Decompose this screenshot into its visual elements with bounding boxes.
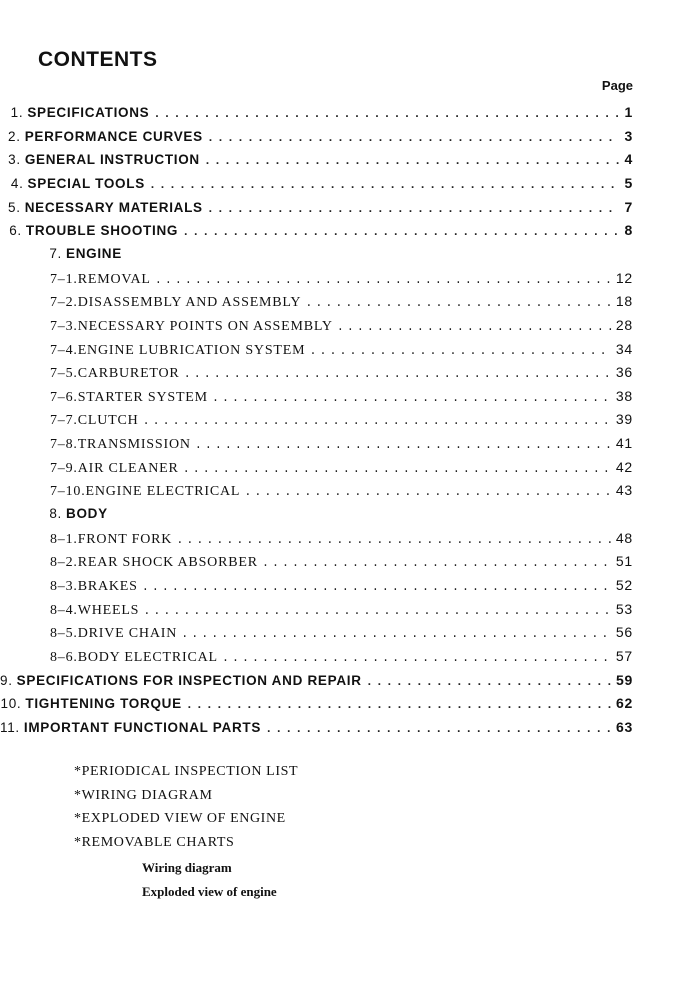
toc-entry-label: WHEELS [77,602,140,618]
dot-leader [222,651,612,665]
toc-entry [0,719,695,741]
dot-leader [182,225,618,239]
toc-entry-page-number: 36 [615,364,633,381]
toc-entry-page-number: 59 [616,671,633,688]
toc-entry-page-number: 56 [615,624,633,641]
toc-entry [0,553,695,575]
dot-leader [366,675,612,689]
toc-entry-page-number: 5 [624,174,634,191]
toc-entry-label: NECESSARY POINTS ON ASSEMBLY [77,318,333,334]
toc-entry [0,530,695,552]
toc-entry-number: 8–2. [50,555,78,571]
toc-entry-number: 8–5. [50,626,78,642]
dot-leader [142,580,612,594]
toc-entry [0,577,695,599]
dot-leader [309,344,611,358]
dot-leader [176,533,612,547]
dot-leader [244,485,612,499]
toc-entry-page-number: 4 [624,151,633,168]
removable-chart-item: Exploded view of engine [142,883,277,899]
toc-entry [0,411,695,433]
toc-entry-number: 4. [10,175,24,191]
toc-entry [0,104,695,126]
toc-entry-number: 11. [0,719,20,735]
toc-entry-page-number: 3 [624,127,633,144]
toc-entry-number: 8–4. [50,602,78,618]
toc-entry-label: ENGINE ELECTRICAL [85,484,241,500]
toc-entry [0,317,695,339]
toc-entry [0,199,695,221]
toc-entry-number: 5. [8,199,21,215]
toc-entry-page-number: 39 [615,411,633,428]
toc-entry [0,175,695,197]
dot-leader [149,178,618,192]
toc-entry-number: 8. [49,506,62,522]
toc-entry [0,270,695,292]
dot-leader [207,202,619,216]
toc-entry [0,624,695,646]
toc-entry-label: SPECIFICATIONS [27,105,150,120]
toc-entry [0,648,695,670]
toc-entry-label: TIGHTENING TORQUE [25,696,182,712]
dot-leader [143,604,612,618]
toc-entry-page-number: 12 [615,269,633,286]
dot-leader [262,556,612,570]
dot-leader [183,462,612,476]
toc-entry-number: 8–6. [50,649,78,665]
appendix-item: *WIRING DIAGRAM [74,787,213,803]
toc-entry-label: PERFORMANCE CURVES [24,128,203,144]
toc-entry-page-number: 1 [624,104,634,120]
page-column-header: Page [601,78,633,93]
toc-entry-label: IMPORTANT FUNCTIONAL PARTS [23,719,262,735]
toc-entry-label: GENERAL INSTRUCTION [24,152,200,168]
toc-entry-number: 7. [49,245,62,261]
toc-entry [0,364,695,386]
toc-entry-number: 8–1. [50,531,78,547]
toc-entry-label: NECESSARY MATERIALS [24,199,203,215]
toc-entry [0,695,695,717]
toc-entry-number: 7–9. [50,460,78,476]
toc-entry-page-number: 8 [624,222,633,239]
toc-entry-number: 10. [0,696,22,712]
appendix-item: *EXPLODED VIEW OF ENGINE [74,811,286,827]
toc-entry-label: DRIVE CHAIN [77,626,178,642]
toc-entry-page-number: 51 [615,553,633,570]
dot-leader [195,438,612,452]
dot-leader [155,273,612,287]
toc-entry-number: 7–8. [50,437,78,453]
toc-entry-number: 7–6. [50,389,78,405]
toc-entry [0,601,695,623]
toc-entry-page-number: 28 [615,316,633,333]
toc-entry [0,222,695,244]
toc-entry-label: CARBURETOR [77,366,180,382]
toc-entry-page-number: 57 [615,647,633,664]
appendix-item: *REMOVABLE CHARTS [74,835,235,851]
toc-entry-page-number: 38 [615,387,633,404]
toc-entry-number: 9. [0,672,13,688]
toc-entry-label: BODY ELECTRICAL [77,649,218,665]
toc-entry-label: ENGINE LUBRICATION SYSTEM [77,342,306,358]
toc-entry-page-number: 7 [624,198,633,215]
toc-entry-number: 7–7. [50,413,78,429]
toc-entry [0,482,695,504]
toc-entry-number: 3. [8,152,21,168]
toc-entry-number: 1. [10,105,24,120]
toc-entry-label: TRANSMISSION [77,437,191,453]
toc-entry-number: 7–5. [50,366,78,382]
toc-entry-label: BODY [66,506,108,522]
toc-entry-number: 7–3. [50,318,78,334]
toc-entry-page-number: 62 [616,695,633,712]
toc-entry-page-number: 43 [615,482,633,499]
toc-entry [0,388,695,410]
toc-entry-label: REAR SHOCK ABSORBER [77,555,258,571]
dot-leader [337,320,612,334]
toc-entry-page-number: 48 [615,529,633,546]
toc-entry-page-number: 41 [615,435,633,452]
dot-leader [305,296,612,310]
toc-entry-label: REMOVAL [77,271,151,287]
appendix-item: *PERIODICAL INSPECTION LIST [74,764,299,779]
dot-leader [143,414,612,428]
toc-entry [0,151,695,173]
dot-leader [212,391,612,405]
toc-entry-label: BRAKES [77,579,138,594]
toc-entry [0,459,695,481]
page-title: CONTENTS [38,48,158,71]
toc-entry-label: FRONT FORK [77,531,173,547]
dot-leader [204,154,619,168]
toc-entry [0,672,695,694]
toc-entry-number: 8–3. [50,579,78,594]
toc-entry-number: 6. [9,223,22,239]
toc-entry-number: 2. [8,128,21,144]
toc-entry [0,341,695,363]
dot-leader [184,367,612,381]
toc-entry-label: SPECIFICATIONS FOR INSPECTION AND REPAIR [16,672,362,688]
dot-leader [181,627,612,641]
dot-leader [265,722,612,736]
dot-leader [207,131,619,145]
dot-leader [153,107,617,121]
toc-entry [0,506,695,528]
toc-entry-page-number: 63 [616,718,633,735]
toc-entry-page-number: 53 [615,600,633,617]
toc-entry [0,293,695,315]
toc-entry-label: AIR CLEANER [77,460,179,476]
toc-entry-label: ENGINE [66,245,122,261]
toc-entry [0,246,695,268]
toc-entry [0,128,695,150]
toc-entry [0,435,695,457]
toc-entry-label: SPECIAL TOOLS [27,175,145,191]
toc-entry-number: 7–1. [50,271,78,287]
toc-entry-label: DISASSEMBLY AND ASSEMBLY [77,295,302,311]
toc-entry-number: 7–2. [50,295,78,311]
toc-entry-label: TROUBLE SHOOTING [25,223,179,239]
toc-entry-label: STARTER SYSTEM [77,389,208,405]
toc-entry-page-number: 18 [615,293,633,310]
toc-entry-number: 7–4. [50,342,78,358]
toc-entry-page-number: 34 [615,340,633,357]
toc-entry-page-number: 52 [615,577,633,593]
dot-leader [186,698,612,712]
toc-entry-number: 7–10. [50,484,86,500]
toc-entry-page-number: 42 [615,458,633,475]
toc-entry-label: CLUTCH [77,413,139,429]
removable-chart-item: Wiring diagram [142,859,232,875]
